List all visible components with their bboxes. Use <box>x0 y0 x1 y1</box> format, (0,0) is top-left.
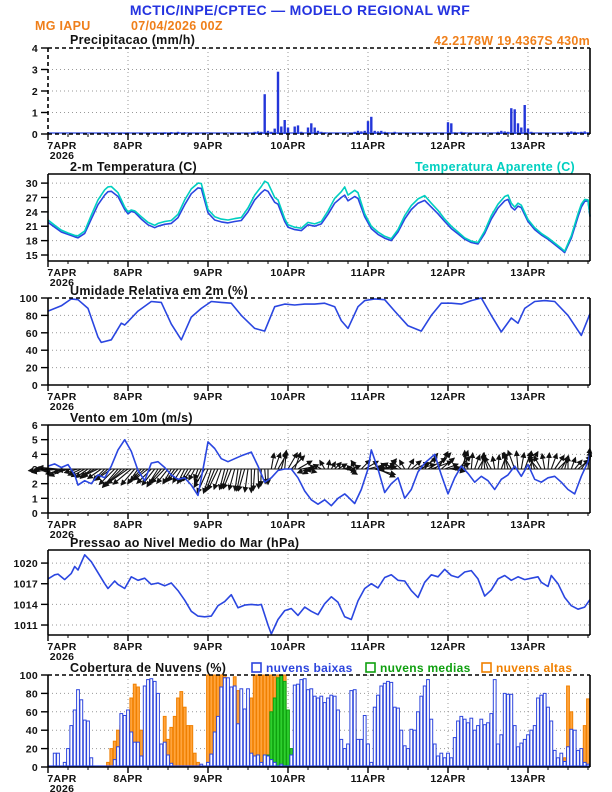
svg-text:4: 4 <box>31 43 38 55</box>
svg-text:21: 21 <box>25 221 38 234</box>
wind-arrows <box>29 448 591 493</box>
svg-text:13APR: 13APR <box>510 519 546 531</box>
svg-text:11APR: 11APR <box>350 641 386 653</box>
legend-label-low-clouds: nuvens baixas <box>266 661 353 675</box>
pressure-axes <box>13 558 588 663</box>
svg-text:6: 6 <box>31 420 38 432</box>
svg-text:40: 40 <box>25 725 38 738</box>
svg-text:9APR: 9APR <box>193 641 223 653</box>
svg-text:9APR: 9APR <box>193 773 223 785</box>
svg-text:30: 30 <box>25 178 38 191</box>
svg-text:13APR: 13APR <box>510 267 546 279</box>
panel-title-temp: 2-m Temperatura (C) <box>70 160 198 174</box>
clouds-data <box>48 675 590 767</box>
svg-text:2026: 2026 <box>49 783 75 792</box>
svg-text:1020: 1020 <box>13 558 38 571</box>
panel-title-precip: Precipitacao (mm/h) <box>70 33 196 47</box>
svg-text:1014: 1014 <box>13 599 38 612</box>
svg-text:11APR: 11APR <box>350 773 386 785</box>
svg-text:11APR: 11APR <box>350 391 386 403</box>
svg-text:2026: 2026 <box>49 529 75 541</box>
svg-text:10APR: 10APR <box>270 267 306 279</box>
precip-grid <box>48 48 590 134</box>
svg-text:9APR: 9APR <box>193 519 223 531</box>
svg-text:9APR: 9APR <box>193 391 223 403</box>
svg-text:13APR: 13APR <box>510 641 546 653</box>
svg-text:24: 24 <box>25 206 38 219</box>
pressure-data <box>48 555 590 634</box>
svg-text:8APR: 8APR <box>113 140 143 152</box>
clouds-panel <box>20 670 590 792</box>
svg-text:0: 0 <box>31 762 38 774</box>
svg-text:80: 80 <box>25 688 38 701</box>
svg-text:7APR: 7APR <box>47 773 77 785</box>
svg-text:8APR: 8APR <box>113 641 143 653</box>
location-label: 42.2178W 19.4367S 430m <box>433 34 590 48</box>
svg-text:12APR: 12APR <box>430 267 466 279</box>
legend-label-high-clouds: nuvens altas <box>496 661 573 675</box>
svg-text:10APR: 10APR <box>270 391 306 403</box>
rh-axes <box>20 293 588 413</box>
svg-text:12APR: 12APR <box>430 773 466 785</box>
svg-text:7APR: 7APR <box>47 140 77 152</box>
rh-grid <box>48 298 590 385</box>
legend-swatch-high-clouds <box>482 663 491 672</box>
svg-text:12APR: 12APR <box>430 641 466 653</box>
panel-title-clouds: Cobertura de Nuvens (%) <box>70 661 227 675</box>
svg-text:13APR: 13APR <box>510 140 546 152</box>
svg-text:2026: 2026 <box>49 277 75 289</box>
panel-title-wind: Vento em 10m (m/s) <box>70 411 193 425</box>
svg-text:8APR: 8APR <box>113 773 143 785</box>
app-title: MCTIC/INPE/CPTEC — MODELO REGIONAL WRF <box>129 2 471 18</box>
svg-text:2: 2 <box>31 86 38 98</box>
svg-text:2026: 2026 <box>49 651 75 663</box>
svg-text:7APR: 7APR <box>47 267 77 279</box>
svg-text:8APR: 8APR <box>113 267 143 279</box>
svg-text:1: 1 <box>31 493 38 506</box>
svg-text:40: 40 <box>25 345 38 358</box>
svg-text:13APR: 13APR <box>510 773 546 785</box>
temp-axes <box>26 178 588 289</box>
rh-frame <box>48 298 590 385</box>
svg-text:11APR: 11APR <box>350 519 386 531</box>
rh-panel <box>20 293 590 413</box>
svg-text:9APR: 9APR <box>193 267 223 279</box>
svg-text:10APR: 10APR <box>270 519 306 531</box>
svg-text:9APR: 9APR <box>193 140 223 152</box>
svg-text:12APR: 12APR <box>430 391 466 403</box>
svg-text:20: 20 <box>25 743 38 756</box>
svg-text:0: 0 <box>31 508 38 520</box>
svg-text:20: 20 <box>25 362 38 375</box>
svg-text:1017: 1017 <box>13 578 38 591</box>
svg-text:60: 60 <box>25 327 38 340</box>
wind-axes <box>32 420 588 541</box>
panel-title-rh: Umidade Relativa em 2m (%) <box>70 284 248 298</box>
temp-grid <box>48 174 590 261</box>
station-label: MG IAPU <box>35 19 91 33</box>
svg-text:8APR: 8APR <box>113 519 143 531</box>
precip-panel <box>32 43 590 162</box>
pressure-grid <box>48 550 590 635</box>
svg-text:100: 100 <box>19 293 38 305</box>
svg-text:11APR: 11APR <box>350 267 386 279</box>
svg-text:7APR: 7APR <box>47 641 77 653</box>
legend-apparent-temp: Temperatura Aparente (C) <box>414 160 575 174</box>
svg-text:2026: 2026 <box>49 150 75 162</box>
svg-text:60: 60 <box>25 706 38 719</box>
run-datetime-label: 07/04/2026 00Z <box>131 19 223 33</box>
legend-swatch-low-clouds <box>252 663 261 672</box>
legend-label-mid-clouds: nuvens medias <box>380 661 471 675</box>
svg-text:80: 80 <box>25 310 38 323</box>
rh-data <box>48 298 590 342</box>
wind-panel <box>29 420 591 541</box>
svg-text:18: 18 <box>25 235 38 248</box>
svg-text:10APR: 10APR <box>270 641 306 653</box>
svg-text:3: 3 <box>31 64 38 77</box>
svg-text:2026: 2026 <box>49 401 75 413</box>
svg-text:3: 3 <box>31 464 38 476</box>
temp-panel <box>26 174 590 289</box>
svg-text:12APR: 12APR <box>430 519 466 531</box>
svg-text:12APR: 12APR <box>430 140 466 152</box>
svg-text:2: 2 <box>31 478 38 491</box>
svg-text:15: 15 <box>25 250 38 263</box>
precip-axes <box>32 43 588 162</box>
svg-text:100: 100 <box>19 670 38 682</box>
svg-text:13APR: 13APR <box>510 391 546 403</box>
temp-frame <box>48 174 590 261</box>
precip-data <box>48 72 590 134</box>
temp-data <box>48 181 590 252</box>
svg-text:5: 5 <box>31 434 38 447</box>
svg-text:7APR: 7APR <box>47 519 77 531</box>
wind-data <box>29 440 591 506</box>
svg-text:4: 4 <box>31 449 38 462</box>
svg-text:1011: 1011 <box>14 620 38 633</box>
svg-text:8APR: 8APR <box>113 391 143 403</box>
pressure-panel <box>13 550 590 663</box>
svg-text:10APR: 10APR <box>270 140 306 152</box>
svg-text:11APR: 11APR <box>350 140 386 152</box>
svg-text:27: 27 <box>25 192 38 205</box>
svg-text:7APR: 7APR <box>47 391 77 403</box>
legend-swatch-mid-clouds <box>366 663 375 672</box>
panel-title-pressure: Pressao ao Nivel Medio do Mar (hPa) <box>70 536 300 550</box>
svg-text:0: 0 <box>31 380 38 392</box>
svg-text:10APR: 10APR <box>270 773 306 785</box>
svg-text:0: 0 <box>31 129 38 141</box>
svg-text:1: 1 <box>31 107 38 120</box>
